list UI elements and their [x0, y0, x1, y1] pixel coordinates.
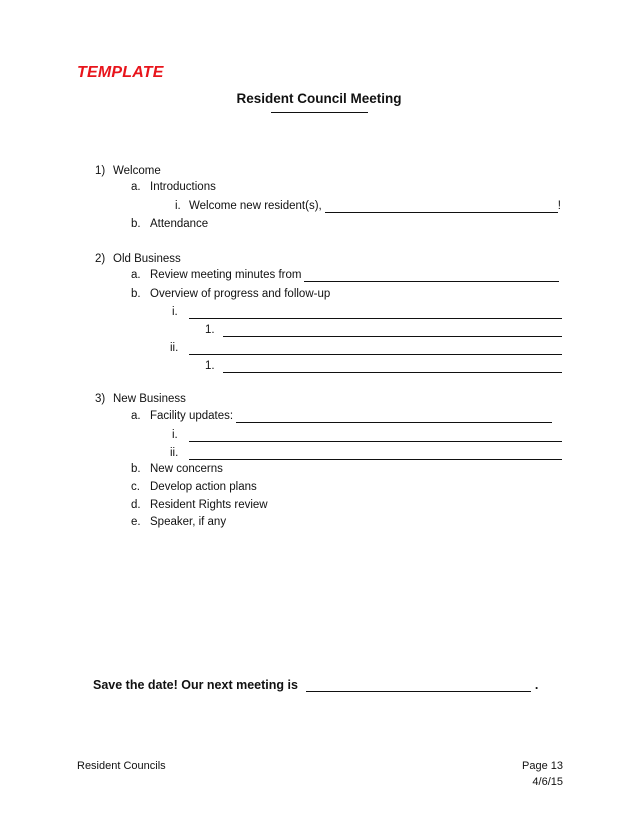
progress-ii-1-blank: [223, 361, 562, 373]
next-meeting-blank: [306, 679, 531, 692]
subitem-marker: b.: [131, 288, 141, 300]
footer-page-number: Page 13: [522, 760, 563, 772]
subitem-marker: i.: [175, 200, 181, 212]
subitem-marker: 1.: [205, 324, 215, 336]
progress-ii-blank: [189, 343, 562, 355]
save-the-date: [93, 678, 538, 692]
date-blank-line: [271, 112, 368, 113]
subitem-marker: 1.: [205, 360, 215, 372]
subitem-marker: a.: [131, 410, 141, 422]
page-title: Resident Council Meeting: [236, 91, 402, 106]
item-number: 3): [95, 393, 106, 405]
subitem-progress-i-1: [205, 323, 562, 337]
subitem-marker: i.: [172, 429, 178, 441]
agenda-item-new-business: [95, 392, 186, 406]
save-date-label: Save the date! Our next meeting is: [93, 678, 298, 692]
subitem-facility-i: [172, 428, 562, 442]
subitem-progress-ii: [170, 341, 562, 355]
subitem-label: Attendance: [150, 218, 209, 230]
subitem-label: Review meeting minutes from: [150, 269, 302, 281]
subitem-marker: ii.: [170, 447, 179, 459]
subitem-new-concerns: [131, 462, 223, 476]
subitem-welcome-new-residents: [175, 199, 561, 213]
item-number: 1): [95, 165, 106, 177]
subitem-overview-progress: [131, 287, 330, 301]
progress-i-1-blank: [223, 325, 562, 337]
template-label: TEMPLATE: [77, 64, 164, 81]
subitem-label: Resident Rights review: [150, 499, 268, 511]
facility-i-blank: [189, 430, 562, 442]
subitem-label: Facility updates:: [150, 410, 234, 422]
subitem-facility-ii: [170, 446, 562, 460]
subitem-attendance: [131, 217, 208, 231]
footer-left: Resident Councils: [77, 760, 166, 772]
subitem-marker: ii.: [170, 342, 179, 354]
subitem-label: Welcome new resident(s),: [189, 200, 322, 212]
subitem-introductions: [131, 180, 216, 194]
subitem-progress-ii-1: [205, 359, 562, 373]
save-date-end: .: [534, 678, 539, 692]
resident-name-blank: [325, 201, 558, 213]
item-label: New Business: [113, 393, 186, 405]
subitem-label: Speaker, if any: [150, 516, 227, 528]
subitem-marker: a.: [131, 269, 141, 281]
facility-updates-blank: [236, 411, 552, 423]
agenda-item-old-business: [95, 252, 181, 266]
subitem-resident-rights: [131, 498, 268, 512]
subitem-marker: e.: [131, 516, 141, 528]
subitem-label: Overview of progress and follow-up: [150, 288, 331, 300]
subitem-marker: i.: [172, 306, 178, 318]
agenda-item-welcome: [95, 164, 161, 178]
subitem-facility-updates: [131, 409, 552, 423]
footer-date: 4/6/15: [532, 776, 563, 788]
subitem-label: Develop action plans: [150, 481, 257, 493]
subitem-label: Introductions: [150, 181, 216, 193]
subitem-marker: d.: [131, 499, 141, 511]
subitem-marker: a.: [131, 181, 141, 193]
progress-i-blank: [189, 307, 562, 319]
item-label: Old Business: [113, 253, 181, 265]
facility-ii-blank: [189, 448, 562, 460]
item-number: 2): [95, 253, 106, 265]
subitem-speaker: [131, 515, 226, 529]
subitem-label: New concerns: [150, 463, 223, 475]
subitem-action-plans: [131, 480, 257, 494]
subitem-marker: c.: [131, 481, 140, 493]
subitem-marker: b.: [131, 463, 141, 475]
minutes-date-blank: [304, 270, 559, 282]
subitem-progress-i: [172, 305, 562, 319]
item-label: Welcome: [113, 165, 161, 177]
subitem-review-minutes: [131, 268, 559, 282]
subitem-marker: b.: [131, 218, 141, 230]
subitem-trail: !: [557, 200, 561, 212]
